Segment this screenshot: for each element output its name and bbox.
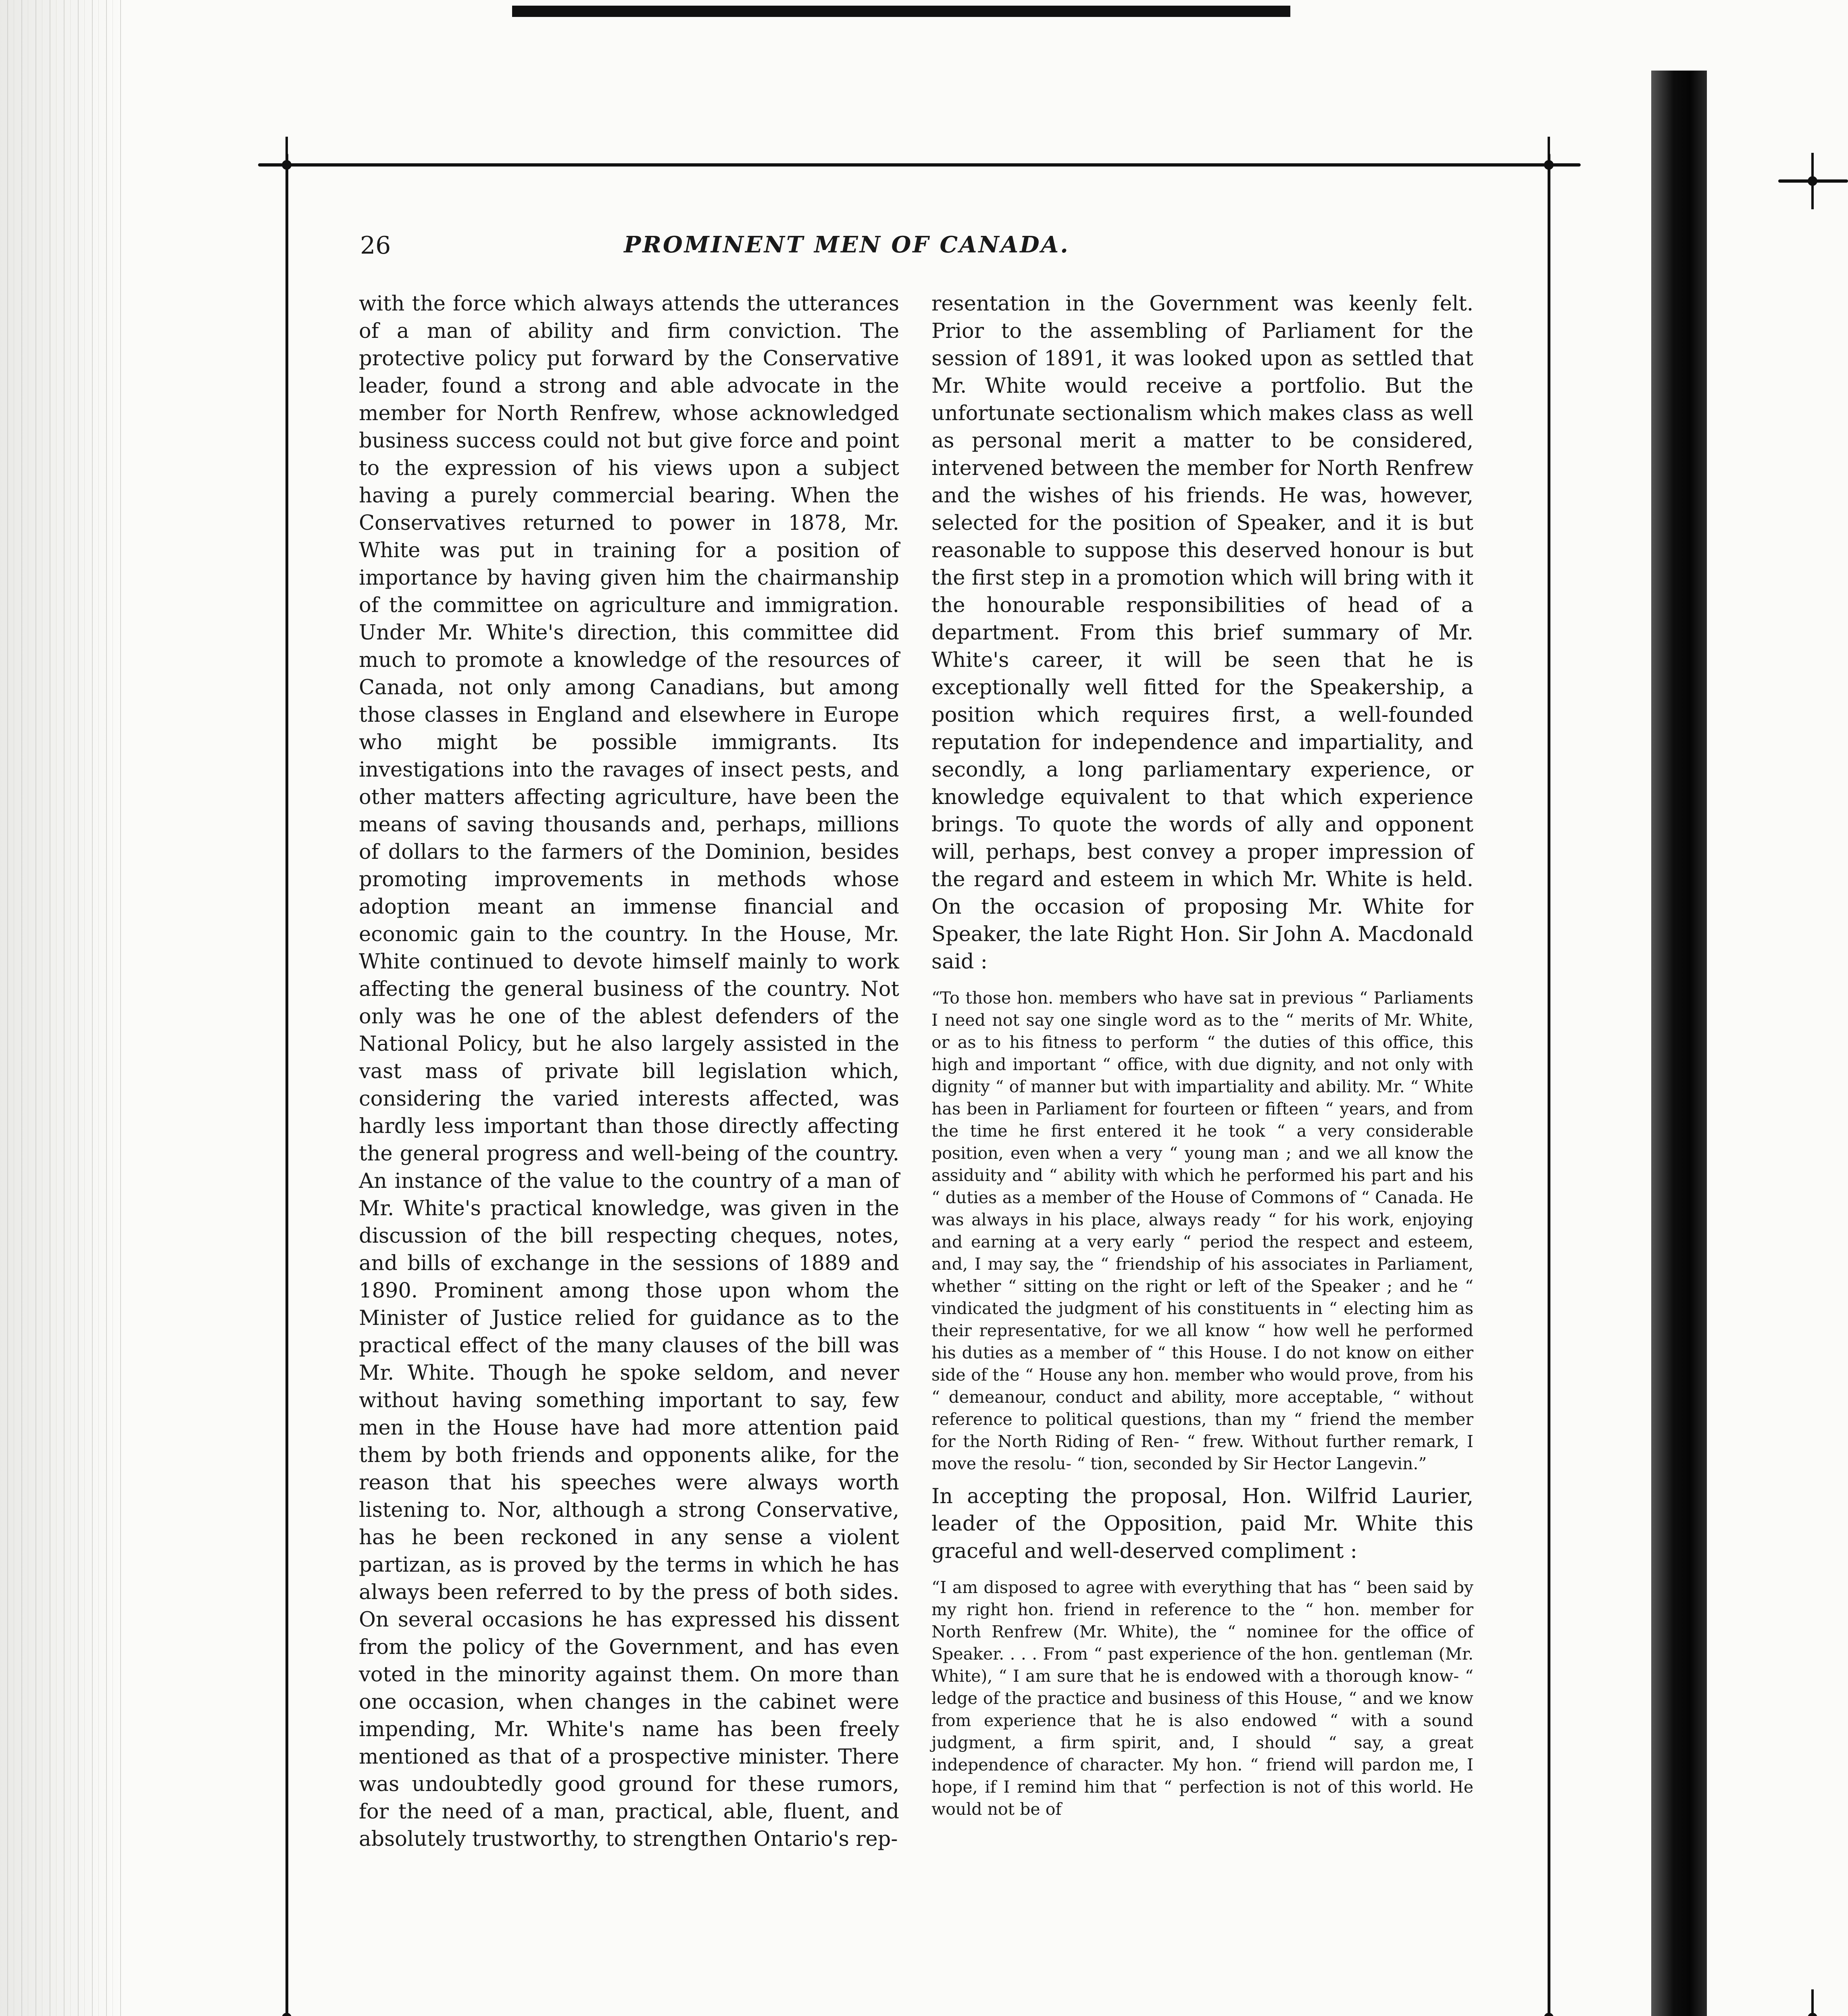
facing-frame-ornament [1798,153,1827,209]
running-title: PROMINENT MEN OF CANADA. [624,231,1070,258]
frame-right-rule [1548,153,1550,2016]
right-column [931,290,1473,1829]
frame-top-rule [258,163,1581,167]
left-column [359,290,899,1853]
right-column-paragraph: resentation in the Government was keenly felt. Prior to the assembling of Parliament for the session of 1891, it was looked upon as settled that Mr. White would receive a portfolio. But the unfortunate sectionalism which makes class as well as personal merit a matter to be considered, intervened between the member for North Renfrew and the wishes of his friends. He was, however, selected for the position of Speaker, and it is but reasonable to suppose this deserved honour is but the first step in a promotion which will bring with it the honourable responsibilities of head of a department. From this brief summary of Mr. White's career, it will be seen that he is exceptionally well fitted for the Speakership, a position which requires first, a well-founded reputation for independence and impartiality, and secondly, a long parliamentary experience, or knowledge equivalent to that which experience brings. To quote the words of ally and opponent will, perhaps, best convey a proper impression of the regard and esteem in which Mr. White is held. On the occasion of proposing Mr. White for Speaker, the late Right Hon. Sir John A. Macdonald said : [931,292,1473,974]
frame-corner-ornament [1535,137,1563,193]
scan-top-bar [512,6,1290,17]
facing-frame-ornament [1798,1989,1827,2016]
laurier-quotation: “I am disposed to agree with everything that has “ been said by my right hon. friend in reference to the “ hon. member for North Renfrew (Mr. White), the “ nominee for the office of Speaker. . . . From “ past experience of the hon. gentleman (Mr. White), “ I am sure that he is endowed with a thorough know- “ ledge of the practice and business of this House, “ and we know from experience that he is also endowed “ with a sound judgment, a firm spirit, and, I should “ say, a great independence of character. My hon. “ friend will pardon me, I hope, if I remind him that “ perfection is not of this world. He would not be of [931,1578,1473,1819]
macdonald-quotation: “To those hon. members who have sat in previous “ Parliaments I need not say one single word as to the “ merits of Mr. White, or as to his fitness to perform “ the duties of this office, this high and important “ office, with due dignity, and not only with dignity “ of manner but with impartiality and ability. Mr. “ White has been in Parliament for fourteen or fifteen “ years, and from the time he first entered it he took “ a very considerable position, even when a very “ young man ; and we all know the assiduity and “ ability with which he performed his part and his “ duties as a member of the House of Commons of “ Canada. He was always in his place, always ready “ for his work, enjoying and earning at a very early “ period the respect and esteem, and, I may say, the “ friendship of his associates in Parliament, whether “ sitting on the right or left of the Speaker ; and he “ vindicated the judgment of his constituents in “ electing him as their representative, for we all know “ how well he performed his duties as a member of “ this House. I do not know on either side of the “ House any hon. member who would prove, from his “ demeanour, conduct and ability, more acceptable, “ without reference to political questions, than my “ friend the member for the North Riding of Ren- “ frew. Without further remark, I move the resolu- “ tion, seconded by Sir Hector Langevin.” [931,988,1473,1473]
scanned-page-edge [0,0,121,2016]
frame-corner-ornament [273,137,301,193]
facing-page-edge [1651,71,1707,2016]
right-column-paragraph: In accepting the proposal, Hon. Wilfrid Laurier, leader of the Opposition, paid Mr. White this graceful and well-deserved compliment : [931,1485,1473,1563]
frame-corner-ornament [1535,1989,1563,2016]
left-column-text: with the force which always attends the utterances of a man of ability and firm conviction. The protective policy put forward by the Conservative leader, found a strong and able advocate in the member for North Renfrew, whose acknowledged business success could not but give force and point to the expression of his views upon a subject having a purely commercial bearing. When the Conservatives returned to power in 1878, Mr. White was put in training for a position of importance by having given him the chairmanship of the committee on agriculture and immigration. Under Mr. White's direction, this committee did much to promote a knowledge of the resources of Canada, not only among Canadians, but among those classes in England and elsewhere in Europe who might be possible immigrants. Its investigations into the ravages of insect pests, and other matters affecting agriculture, have been the means of saving thousands and, perhaps, millions of dollars to the farmers of the Dominion, besides promoting improvements in methods whose adoption meant an immense financial and economic gain to the country. In the House, Mr. White continued to devote himself mainly to work affecting the general business of the country. Not only was he one of the ablest defenders of the National Policy, but he also largely assisted in the vast mass of private bill legislation which, considering the varied interests affected, was hardly less important than those directly affecting the general progress and well-being of the country. An instance of the value to the country of a man of Mr. White's practical knowledge, was given in the discussion of the bill respecting cheques, notes, and bills of exchange in the sessions of 1889 and 1890. Prominent among those upon whom the Minister of Justice relied for guidance as to the practical effect of the many clauses of the bill was Mr. White. Though he spoke seldom, and never without having something important to say, few men in the House have had more attention paid them by both friends and opponents alike, for the reason that his speeches were always worth listening to. Nor, although a strong Conservative, has he been reckoned in any sense a violent partizan, as is proved by the terms in which he has always been referred to by the press of both sides. On several occasions he has expressed his dissent from the policy of the Government, and has even voted in the minority against them. On more than one occasion, when changes in the cabinet were impending, Mr. White's name has been freely mentioned as that of a prospective minister. There was undoubtedly good ground for these rumors, for the need of a man, practical, able, fluent, and absolutely trustworthy, to strengthen Ontario's rep- [359,292,899,1851]
frame-left-rule [285,153,288,2016]
frame-corner-ornament [273,1989,301,2016]
page-number: 26 [360,231,391,260]
